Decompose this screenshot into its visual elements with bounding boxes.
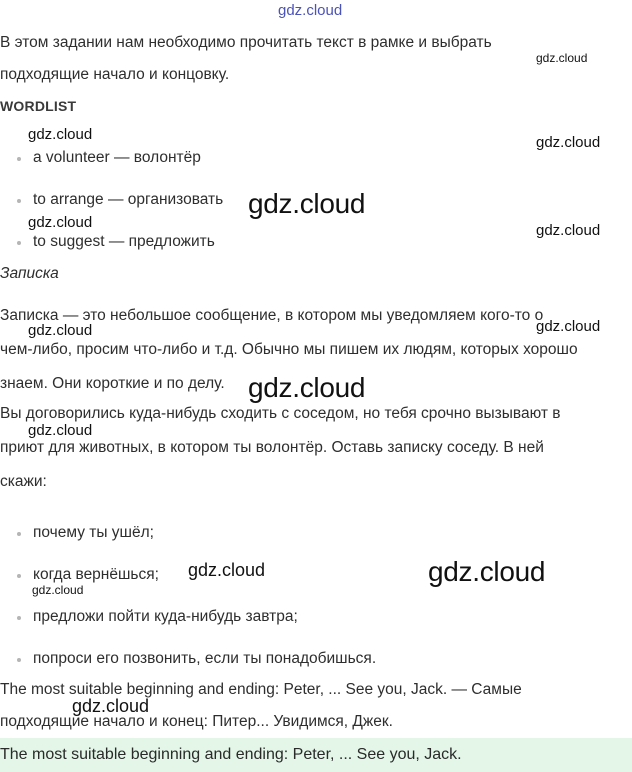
watermark: gdz.cloud xyxy=(28,214,93,231)
paragraph-line: чем-либо, просим что-либо и т.д. Обычно мы пишем их людям, которых хорошо xyxy=(0,341,578,358)
bullet-icon xyxy=(17,241,21,245)
watermark: gdz.cloud xyxy=(28,126,93,143)
bullet-icon xyxy=(17,157,21,161)
task-line: приют для животных, в котором ты волонтёр. Оставь записку соседу. В ней xyxy=(0,439,544,456)
answer-box xyxy=(0,738,632,772)
task-item: попроси его позвонить, если ты понадобишься. xyxy=(33,650,377,667)
watermark: gdz.cloud xyxy=(536,318,601,335)
task-item: почему ты ушёл; xyxy=(33,524,154,541)
watermark: gdz.cloud xyxy=(248,188,366,219)
watermark: gdz.cloud xyxy=(72,696,150,716)
result-line: подходящие начало и конец: Питер... Увидимся, Джек. xyxy=(0,713,393,730)
bullet-icon xyxy=(17,574,21,578)
wordlist-item: to arrange — организовать xyxy=(33,191,224,208)
answer-text: The most suitable beginning and ending: Peter, ... See you, Jack. xyxy=(0,746,462,763)
section-title: Записка xyxy=(0,265,59,282)
watermark: gdz.cloud xyxy=(428,556,546,587)
watermark: gdz.cloud xyxy=(32,583,84,597)
watermark: gdz.cloud xyxy=(188,560,266,580)
paragraph-line: Записка — это небольшое сообщение, в котором мы уведомляем кого-то о xyxy=(0,307,544,324)
task-item: когда вернёшься; xyxy=(33,566,159,583)
result-line: The most suitable beginning and ending: Peter, ... See you, Jack. — Самые xyxy=(0,681,522,698)
intro-line: подходящие начало и концовку. xyxy=(0,66,230,83)
watermark-top: gdz.cloud xyxy=(278,2,343,19)
watermark: gdz.cloud xyxy=(536,222,601,239)
watermark: gdz.cloud xyxy=(536,134,601,151)
task-line: Вы договорились куда-нибудь сходить с соседом, но тебя срочно вызывают в xyxy=(0,405,561,422)
watermark: gdz.cloud xyxy=(28,422,93,439)
wordlist-item: a volunteer — волонтёр xyxy=(33,149,201,166)
paragraph-line: знаем. Они короткие и по делу. xyxy=(0,375,225,392)
watermark: gdz.cloud xyxy=(28,322,93,339)
bullet-icon xyxy=(17,199,21,203)
bullet-icon xyxy=(17,616,21,620)
wordlist-heading: WORDLIST xyxy=(0,98,77,114)
wordlist-item: to suggest — предложить xyxy=(33,233,215,250)
intro-line: В этом задании нам необходимо прочитать текст в рамке и выбрать xyxy=(0,34,492,51)
bullet-icon xyxy=(17,532,21,536)
task-item: предложи пойти куда-нибудь завтра; xyxy=(33,608,298,625)
watermark: gdz.cloud xyxy=(248,372,366,403)
task-line: скажи: xyxy=(0,473,47,490)
watermark: gdz.cloud xyxy=(536,51,588,65)
bullet-icon xyxy=(17,658,21,662)
